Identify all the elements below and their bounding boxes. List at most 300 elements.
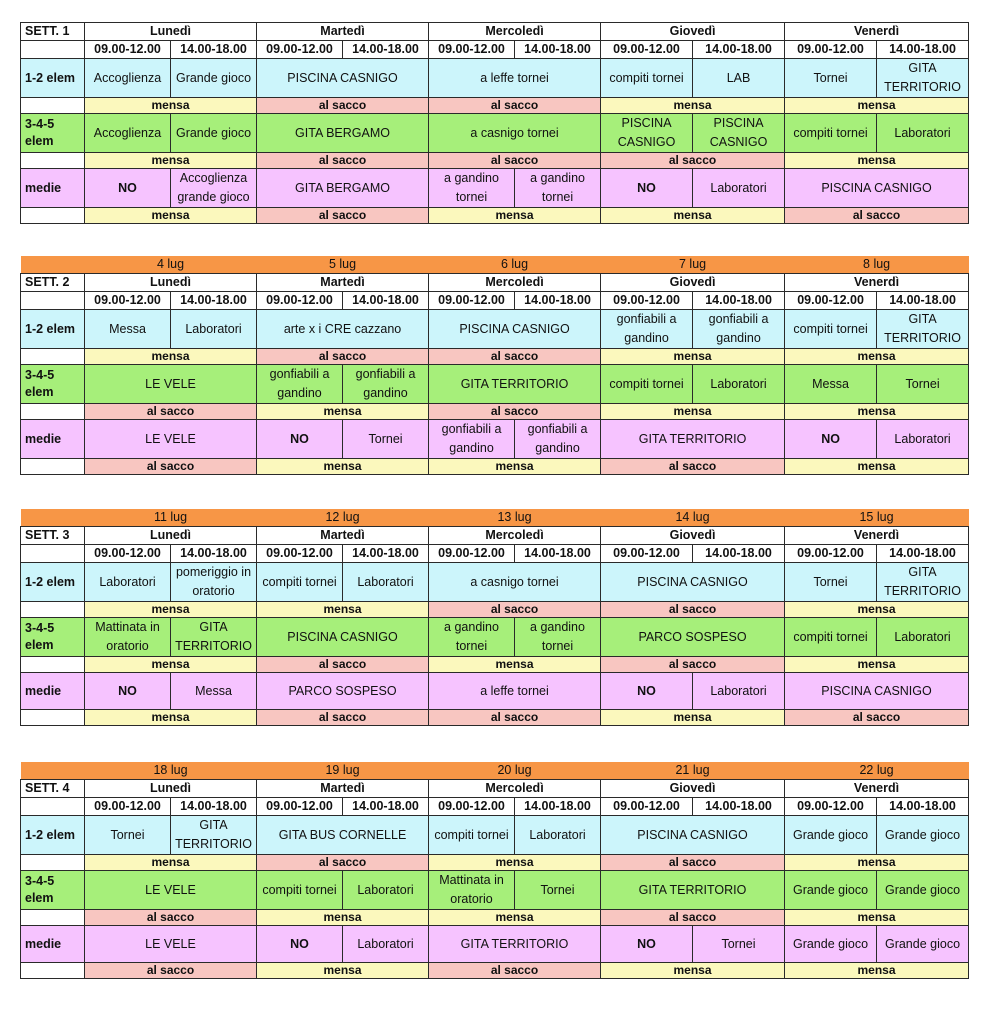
activity-row [21,420,969,459]
activity-cell: GITA TERRITORIO [877,563,969,602]
group-label: 1-2 elem [21,310,85,349]
meal-cell: al sacco [257,349,429,365]
date-bar [21,762,969,780]
activity-cell: Laboratori [693,673,785,710]
time-slot: 09.00-12.00 [257,292,343,310]
group-label: 1-2 elem [21,59,85,98]
activity-cell: a gandino tornei [429,618,515,657]
time-slot: 14.00-18.00 [877,545,969,563]
activity-cell: GITA TERRITORIO [601,871,785,910]
activity-row [21,871,969,910]
date-label: 14 lug [601,509,785,527]
time-slot: 14.00-18.00 [693,292,785,310]
time-slot: 14.00-18.00 [171,292,257,310]
week-table [20,256,969,475]
meal-cell: mensa [85,855,257,871]
group-label: medie [21,169,85,208]
time-slot: 14.00-18.00 [515,798,601,816]
activity-cell: Laboratori [171,310,257,349]
activity-cell: a leffe tornei [429,59,601,98]
time-slot-row [21,292,969,310]
group-label: 3-4-5 elem [21,114,85,153]
date-label: 8 lug [785,256,969,274]
day-header: Venerdì [785,23,969,41]
activity-cell: compiti tornei [785,310,877,349]
meal-cell: al sacco [429,153,601,169]
activity-row [21,114,969,153]
activity-cell: Tornei [877,365,969,404]
time-slot: 09.00-12.00 [85,545,171,563]
time-slot: 14.00-18.00 [171,545,257,563]
time-slot: 09.00-12.00 [785,41,877,59]
activity-cell: a gandino tornei [515,169,601,208]
activity-cell: Grande gioco [785,816,877,855]
week-label: SETT. 1 [21,23,85,41]
activity-cell: Grande gioco [877,871,969,910]
activity-cell: Mattinata in oratorio [429,871,515,910]
meal-cell: al sacco [257,855,429,871]
meal-cell: al sacco [257,98,429,114]
day-header: Giovedì [601,780,785,798]
activity-cell: compiti tornei [601,365,693,404]
activity-cell: PISCINA CASNIGO [601,816,785,855]
activity-cell: GITA BERGAMO [257,114,429,153]
activity-cell: Tornei [785,59,877,98]
day-header-row [21,274,969,292]
meal-row-blank [21,153,85,169]
activity-cell: GITA TERRITORIO [429,365,601,404]
meal-row [21,963,969,979]
day-header: Lunedì [85,274,257,292]
day-header: Giovedì [601,527,785,545]
activity-row [21,618,969,657]
activity-cell: Laboratori [877,618,969,657]
meal-cell: al sacco [429,98,601,114]
date-label: 20 lug [429,762,601,780]
time-slot: 14.00-18.00 [171,41,257,59]
activity-cell: LE VELE [85,365,257,404]
activity-row [21,365,969,404]
date-label: 11 lug [85,509,257,527]
time-slot: 09.00-12.00 [85,292,171,310]
meal-cell: mensa [785,153,969,169]
activity-cell: a leffe tornei [429,673,601,710]
meal-cell: al sacco [601,855,785,871]
time-slot: 14.00-18.00 [343,798,429,816]
day-header: Mercoledì [429,23,601,41]
activity-cell: NO [785,420,877,459]
meal-cell: al sacco [429,404,601,420]
activity-cell: a casnigo tornei [429,114,601,153]
activity-cell: NO [85,673,171,710]
meal-row [21,657,969,673]
time-slot: 14.00-18.00 [693,545,785,563]
meal-row-blank [21,208,85,224]
group-label: 1-2 elem [21,816,85,855]
meal-cell: al sacco [85,963,257,979]
day-header: Venerdì [785,527,969,545]
time-slot: 14.00-18.00 [877,798,969,816]
meal-row-blank [21,657,85,673]
meal-cell: al sacco [85,459,257,475]
time-slot-blank [21,41,85,59]
activity-cell: gonfiabili a gandino [601,310,693,349]
activity-cell: compiti tornei [785,114,877,153]
activity-cell: PISCINA CASNIGO [601,114,693,153]
activity-cell: Grande gioco [171,114,257,153]
meal-cell: al sacco [429,710,601,726]
meal-row [21,349,969,365]
meal-row-blank [21,855,85,871]
time-slot: 09.00-12.00 [85,41,171,59]
day-header: Martedì [257,23,429,41]
week-table [20,509,969,726]
meal-cell: mensa [601,404,785,420]
activity-cell: NO [257,926,343,963]
activity-cell: NO [601,673,693,710]
activity-cell: gonfiabili a gandino [343,365,429,404]
activity-cell: Accoglienza grande gioco [171,169,257,208]
time-slot: 09.00-12.00 [785,545,877,563]
date-label: 19 lug [257,762,429,780]
time-slot: 14.00-18.00 [515,545,601,563]
time-slot-blank [21,292,85,310]
meal-cell: mensa [785,602,969,618]
activity-cell: Laboratori [343,871,429,910]
activity-cell: PARCO SOSPESO [601,618,785,657]
day-header: Martedì [257,527,429,545]
time-slot: 09.00-12.00 [785,292,877,310]
time-slot: 14.00-18.00 [515,292,601,310]
meal-cell: mensa [785,657,969,673]
week-label: SETT. 4 [21,780,85,798]
meal-cell: mensa [785,459,969,475]
time-slot: 09.00-12.00 [85,798,171,816]
meal-row [21,153,969,169]
date-label: 7 lug [601,256,785,274]
meal-cell: al sacco [429,963,601,979]
meal-cell: mensa [257,963,429,979]
week-label: SETT. 3 [21,527,85,545]
time-slot: 09.00-12.00 [601,41,693,59]
day-header: Mercoledì [429,780,601,798]
date-label: 15 lug [785,509,969,527]
activity-cell: PISCINA CASNIGO [785,673,969,710]
activity-cell: Laboratori [85,563,171,602]
meal-cell: mensa [85,153,257,169]
activity-cell: Messa [171,673,257,710]
time-slot-blank [21,545,85,563]
activity-cell: PISCINA CASNIGO [429,310,601,349]
activity-cell: GITA TERRITORIO [877,310,969,349]
date-label: 5 lug [257,256,429,274]
meal-cell: al sacco [601,657,785,673]
date-label: 6 lug [429,256,601,274]
activity-cell: PISCINA CASNIGO [257,59,429,98]
activity-row [21,816,969,855]
time-slot: 09.00-12.00 [601,545,693,563]
group-label: 3-4-5 elem [21,365,85,404]
activity-cell: PISCINA CASNIGO [693,114,785,153]
day-header: Martedì [257,274,429,292]
activity-cell: Mattinata in oratorio [85,618,171,657]
time-slot: 09.00-12.00 [429,545,515,563]
activity-cell: Tornei [343,420,429,459]
meal-row-blank [21,459,85,475]
meal-cell: al sacco [257,710,429,726]
date-label: 12 lug [257,509,429,527]
activity-cell: Laboratori [343,563,429,602]
meal-cell: mensa [85,349,257,365]
meal-cell: mensa [601,208,785,224]
time-slot: 14.00-18.00 [877,41,969,59]
meal-row [21,459,969,475]
activity-cell: a gandino tornei [429,169,515,208]
meal-row-blank [21,602,85,618]
activity-cell: LE VELE [85,420,257,459]
day-header: Mercoledì [429,274,601,292]
activity-cell: GITA TERRITORIO [429,926,601,963]
time-slot: 09.00-12.00 [429,798,515,816]
group-label: medie [21,420,85,459]
activity-row [21,926,969,963]
day-header: Lunedì [85,780,257,798]
time-slot: 14.00-18.00 [515,41,601,59]
meal-row-blank [21,910,85,926]
activity-cell: GITA TERRITORIO [601,420,785,459]
date-bar-blank [21,509,85,527]
activity-cell: PISCINA CASNIGO [257,618,429,657]
activity-row [21,310,969,349]
meal-cell: mensa [601,963,785,979]
activity-cell: Laboratori [877,420,969,459]
week-block [20,22,959,224]
meal-row [21,710,969,726]
activity-cell: LE VELE [85,926,257,963]
activity-cell: PARCO SOSPESO [257,673,429,710]
time-slot: 09.00-12.00 [601,798,693,816]
time-slot: 14.00-18.00 [877,292,969,310]
meal-row [21,208,969,224]
activity-cell: Tornei [85,816,171,855]
time-slot: 14.00-18.00 [343,292,429,310]
time-slot: 14.00-18.00 [693,798,785,816]
meal-cell: al sacco [257,657,429,673]
meal-cell: mensa [429,208,601,224]
meal-cell: mensa [85,710,257,726]
week-table [20,22,969,224]
week-block [20,762,959,979]
meal-cell: al sacco [429,602,601,618]
time-slot: 09.00-12.00 [785,798,877,816]
meal-row-blank [21,963,85,979]
group-label: 3-4-5 elem [21,618,85,657]
meal-cell: mensa [785,855,969,871]
day-header: Martedì [257,780,429,798]
meal-cell: mensa [785,98,969,114]
meal-cell: mensa [85,98,257,114]
time-slot-row [21,41,969,59]
time-slot-blank [21,798,85,816]
activity-cell: Messa [85,310,171,349]
meal-cell: al sacco [601,459,785,475]
meal-cell: mensa [601,349,785,365]
time-slot: 14.00-18.00 [343,41,429,59]
day-header: Giovedì [601,274,785,292]
meal-row-blank [21,349,85,365]
meal-cell: mensa [785,349,969,365]
date-label: 13 lug [429,509,601,527]
activity-cell: compiti tornei [429,816,515,855]
date-bar [21,256,969,274]
day-header-row [21,23,969,41]
activity-cell: GITA TERRITORIO [877,59,969,98]
time-slot: 09.00-12.00 [257,41,343,59]
activity-cell: GITA BUS CORNELLE [257,816,429,855]
activity-cell: Grande gioco [171,59,257,98]
meal-cell: al sacco [429,349,601,365]
meal-row [21,602,969,618]
time-slot-row [21,545,969,563]
activity-cell: gonfiabili a gandino [429,420,515,459]
activity-cell: Laboratori [343,926,429,963]
activity-cell: Laboratori [693,169,785,208]
activity-cell: compiti tornei [257,563,343,602]
day-header: Giovedì [601,23,785,41]
week-block [20,256,959,475]
day-header-row [21,527,969,545]
date-bar [21,509,969,527]
day-header: Lunedì [85,23,257,41]
date-label: 22 lug [785,762,969,780]
activity-cell: Messa [785,365,877,404]
time-slot: 09.00-12.00 [257,798,343,816]
activity-cell: arte x i CRE cazzano [257,310,429,349]
activity-row [21,563,969,602]
date-label: 18 lug [85,762,257,780]
activity-cell: NO [601,926,693,963]
meal-cell: mensa [85,208,257,224]
meal-row [21,855,969,871]
activity-cell: Grande gioco [877,926,969,963]
meal-cell: mensa [257,910,429,926]
activity-cell: gonfiabili a gandino [257,365,343,404]
group-label: medie [21,673,85,710]
meal-row-blank [21,98,85,114]
meal-cell: al sacco [85,910,257,926]
activity-cell: a gandino tornei [515,618,601,657]
meal-cell: mensa [785,963,969,979]
meal-cell: mensa [601,98,785,114]
day-header: Venerdì [785,274,969,292]
week-label: SETT. 2 [21,274,85,292]
meal-cell: mensa [429,459,601,475]
meal-cell: mensa [601,710,785,726]
activity-cell: Accoglienza [85,59,171,98]
meal-row [21,404,969,420]
activity-row [21,59,969,98]
activity-cell: Laboratori [515,816,601,855]
meal-cell: al sacco [601,602,785,618]
activity-cell: PISCINA CASNIGO [601,563,785,602]
meal-cell: al sacco [601,910,785,926]
meal-cell: al sacco [257,208,429,224]
meal-row-blank [21,404,85,420]
activity-cell: Tornei [785,563,877,602]
meal-cell: mensa [429,910,601,926]
date-label: 21 lug [601,762,785,780]
meal-row-blank [21,710,85,726]
date-label: 4 lug [85,256,257,274]
activity-cell: NO [257,420,343,459]
time-slot-row [21,798,969,816]
day-header-row [21,780,969,798]
meal-cell: al sacco [257,153,429,169]
activity-cell: GITA BERGAMO [257,169,429,208]
activity-cell: LAB [693,59,785,98]
time-slot: 14.00-18.00 [171,798,257,816]
time-slot: 09.00-12.00 [429,41,515,59]
date-bar-blank [21,256,85,274]
activity-cell: gonfiabili a gandino [693,310,785,349]
meal-cell: al sacco [785,710,969,726]
activity-cell: compiti tornei [601,59,693,98]
activity-cell: Grande gioco [785,926,877,963]
activity-row [21,169,969,208]
activity-cell: NO [601,169,693,208]
meal-cell: al sacco [601,153,785,169]
group-label: 1-2 elem [21,563,85,602]
meal-cell: al sacco [85,404,257,420]
activity-cell: Tornei [515,871,601,910]
time-slot: 09.00-12.00 [257,545,343,563]
activity-cell: compiti tornei [257,871,343,910]
time-slot: 14.00-18.00 [693,41,785,59]
activity-cell: Accoglienza [85,114,171,153]
day-header: Mercoledì [429,527,601,545]
meal-cell: mensa [785,910,969,926]
activity-cell: Laboratori [693,365,785,404]
meal-cell: mensa [429,657,601,673]
meal-cell: mensa [429,855,601,871]
meal-cell: al sacco [785,208,969,224]
meal-cell: mensa [785,404,969,420]
activity-cell: Grande gioco [877,816,969,855]
group-label: medie [21,926,85,963]
activity-cell: GITA TERRITORIO [171,618,257,657]
meal-cell: mensa [85,657,257,673]
meal-row [21,910,969,926]
activity-row [21,673,969,710]
activity-cell: LE VELE [85,871,257,910]
day-header: Venerdì [785,780,969,798]
week-block [20,509,959,726]
time-slot: 14.00-18.00 [343,545,429,563]
day-header: Lunedì [85,527,257,545]
activity-cell: gonfiabili a gandino [515,420,601,459]
group-label: 3-4-5 elem [21,871,85,910]
activity-cell: Laboratori [877,114,969,153]
activity-cell: GITA TERRITORIO [171,816,257,855]
activity-cell: Tornei [693,926,785,963]
time-slot: 09.00-12.00 [601,292,693,310]
activity-cell: compiti tornei [785,618,877,657]
date-bar-blank [21,762,85,780]
activity-cell: NO [85,169,171,208]
activity-cell: Grande gioco [785,871,877,910]
meal-cell: mensa [257,404,429,420]
activity-cell: a casnigo tornei [429,563,601,602]
